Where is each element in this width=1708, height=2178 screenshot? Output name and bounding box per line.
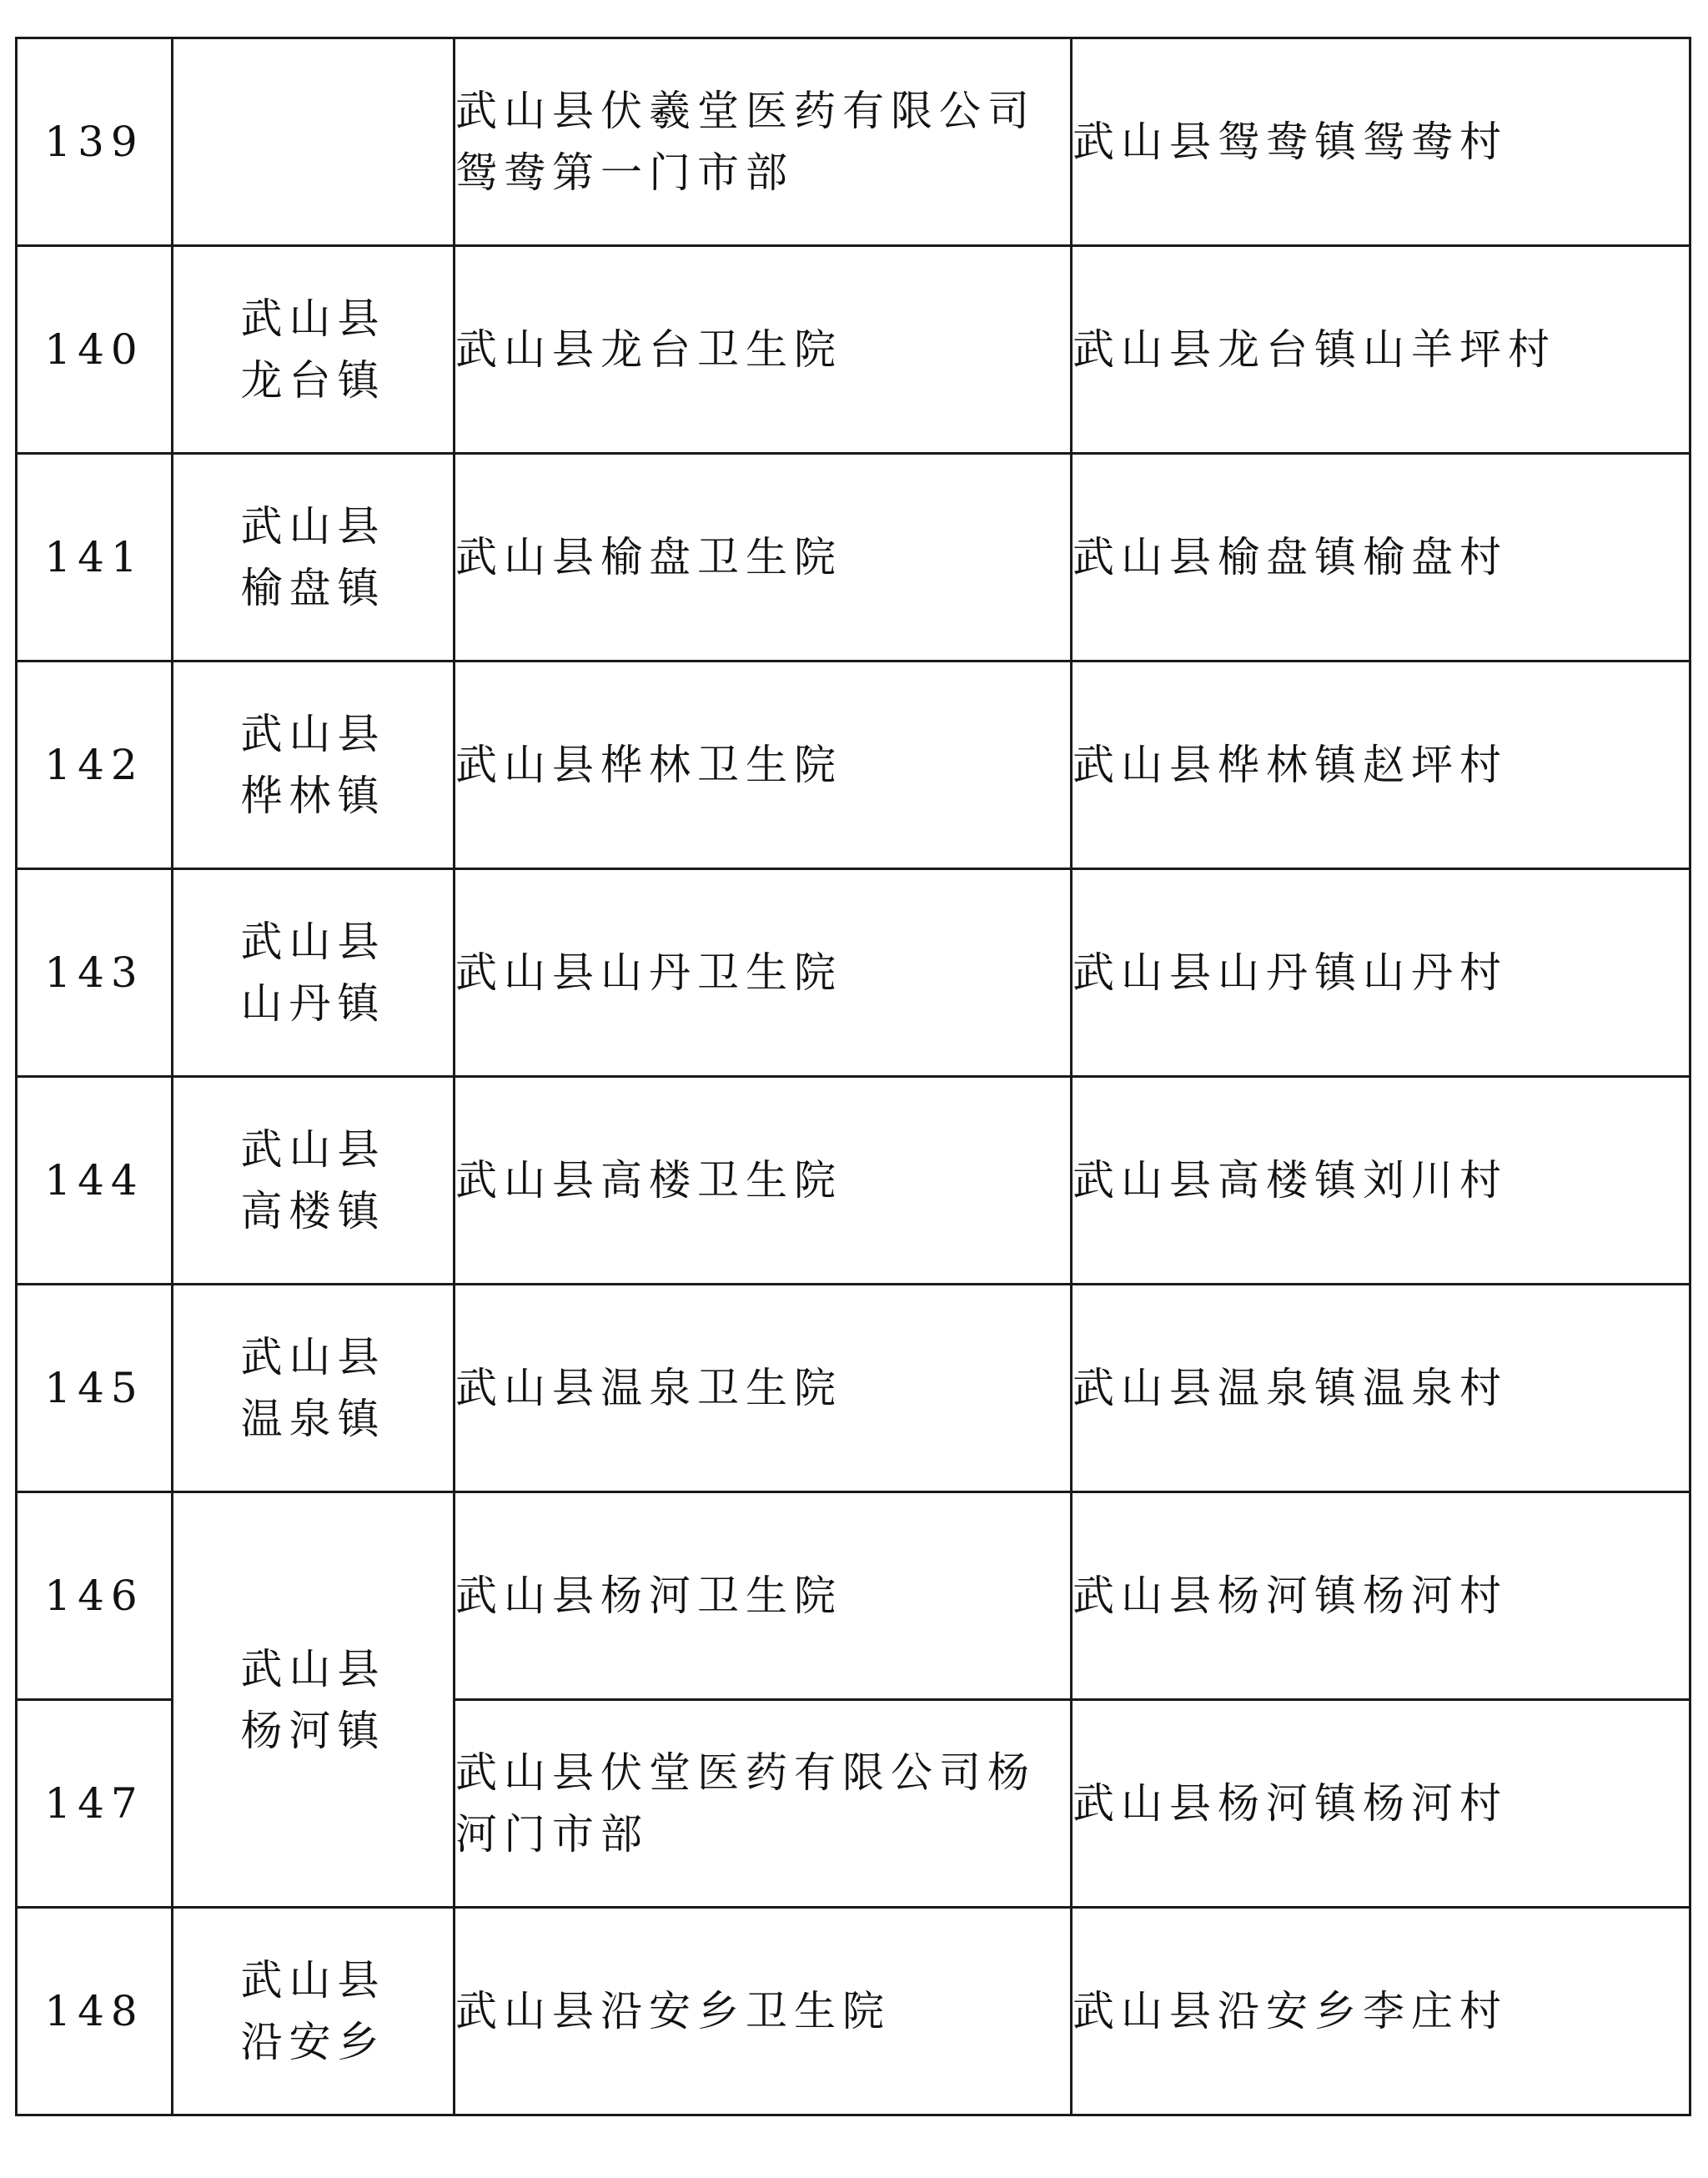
table-row: [17, 1908, 1690, 2115]
row-number: 148: [17, 1908, 173, 2115]
facility-address: 武山县鸳鸯镇鸳鸯村: [1072, 38, 1690, 246]
town-label: 榆盘镇: [240, 564, 386, 612]
facility-name: 武山县沿安乡卫生院: [455, 1908, 1072, 2115]
facility-address: 武山县龙台镇山羊坪村: [1072, 246, 1690, 454]
town-cell: [173, 1492, 455, 1908]
row-number: 140: [17, 246, 173, 454]
facility-name: 武山县伏羲堂医药有限公司鸳鸯第一门市部: [455, 38, 1072, 246]
county-label: 武山县: [240, 502, 386, 551]
table-row: [17, 869, 1690, 1077]
town-label: 龙台镇: [240, 356, 386, 405]
table-row: [17, 454, 1690, 661]
town-label: 山丹镇: [240, 979, 386, 1028]
county-label: 武山县: [240, 1333, 386, 1381]
facility-name: 武山县桦林卫生院: [455, 661, 1072, 869]
facility-address: 武山县杨河镇杨河村: [1072, 1700, 1690, 1908]
row-number: 144: [17, 1077, 173, 1285]
town-label: 杨河镇: [240, 1706, 386, 1755]
facility-address: 武山县高楼镇刘川村: [1072, 1077, 1690, 1285]
facility-name: 武山县伏堂医药有限公司杨河门市部: [455, 1700, 1072, 1908]
town-label: 桦林镇: [240, 772, 386, 820]
county-label: 武山县: [240, 1125, 386, 1174]
row-number: 141: [17, 454, 173, 661]
town-cell: [173, 1077, 455, 1285]
row-number: 142: [17, 661, 173, 869]
facility-address: 武山县桦林镇赵坪村: [1072, 661, 1690, 869]
town-label: 温泉镇: [240, 1395, 386, 1443]
facility-name: 武山县高楼卫生院: [455, 1077, 1072, 1285]
facility-name: 武山县杨河卫生院: [455, 1492, 1072, 1700]
town-cell: [173, 1285, 455, 1492]
facility-address: 武山县山丹镇山丹村: [1072, 869, 1690, 1077]
town-cell: [173, 661, 455, 869]
facility-address: 武山县温泉镇温泉村: [1072, 1285, 1690, 1492]
county-label: 武山县: [240, 710, 386, 758]
facility-address: 武山县沿安乡李庄村: [1072, 1908, 1690, 2115]
row-number: 145: [17, 1285, 173, 1492]
town-label: 高楼镇: [240, 1187, 386, 1235]
facility-address: 武山县榆盘镇榆盘村: [1072, 454, 1690, 661]
facility-table: [15, 37, 1691, 2116]
row-number: 143: [17, 869, 173, 1077]
facility-address: 武山县杨河镇杨河村: [1072, 1492, 1690, 1700]
county-label: 武山县: [240, 294, 386, 343]
facility-name: 武山县榆盘卫生院: [455, 454, 1072, 661]
facility-name: 武山县温泉卫生院: [455, 1285, 1072, 1492]
table-row: [17, 661, 1690, 869]
facility-name: 武山县龙台卫生院: [455, 246, 1072, 454]
town-cell: [173, 246, 455, 454]
town-label: 沿安乡: [240, 2018, 386, 2066]
row-number: 147: [17, 1700, 173, 1908]
table-row: [17, 246, 1690, 454]
table-row: [17, 1285, 1690, 1492]
row-number: 139: [17, 38, 173, 246]
table-row: [17, 38, 1690, 246]
table-row: [17, 1077, 1690, 1285]
county-label: 武山县: [240, 1956, 386, 2004]
town-cell: [173, 38, 455, 246]
row-number: 146: [17, 1492, 173, 1700]
facility-name: 武山县山丹卫生院: [455, 869, 1072, 1077]
town-cell: [173, 1908, 455, 2115]
table-row: [17, 1492, 1690, 1700]
town-cell: [173, 869, 455, 1077]
town-cell: [173, 454, 455, 661]
county-label: 武山县: [240, 918, 386, 966]
county-label: 武山县: [240, 1644, 386, 1693]
